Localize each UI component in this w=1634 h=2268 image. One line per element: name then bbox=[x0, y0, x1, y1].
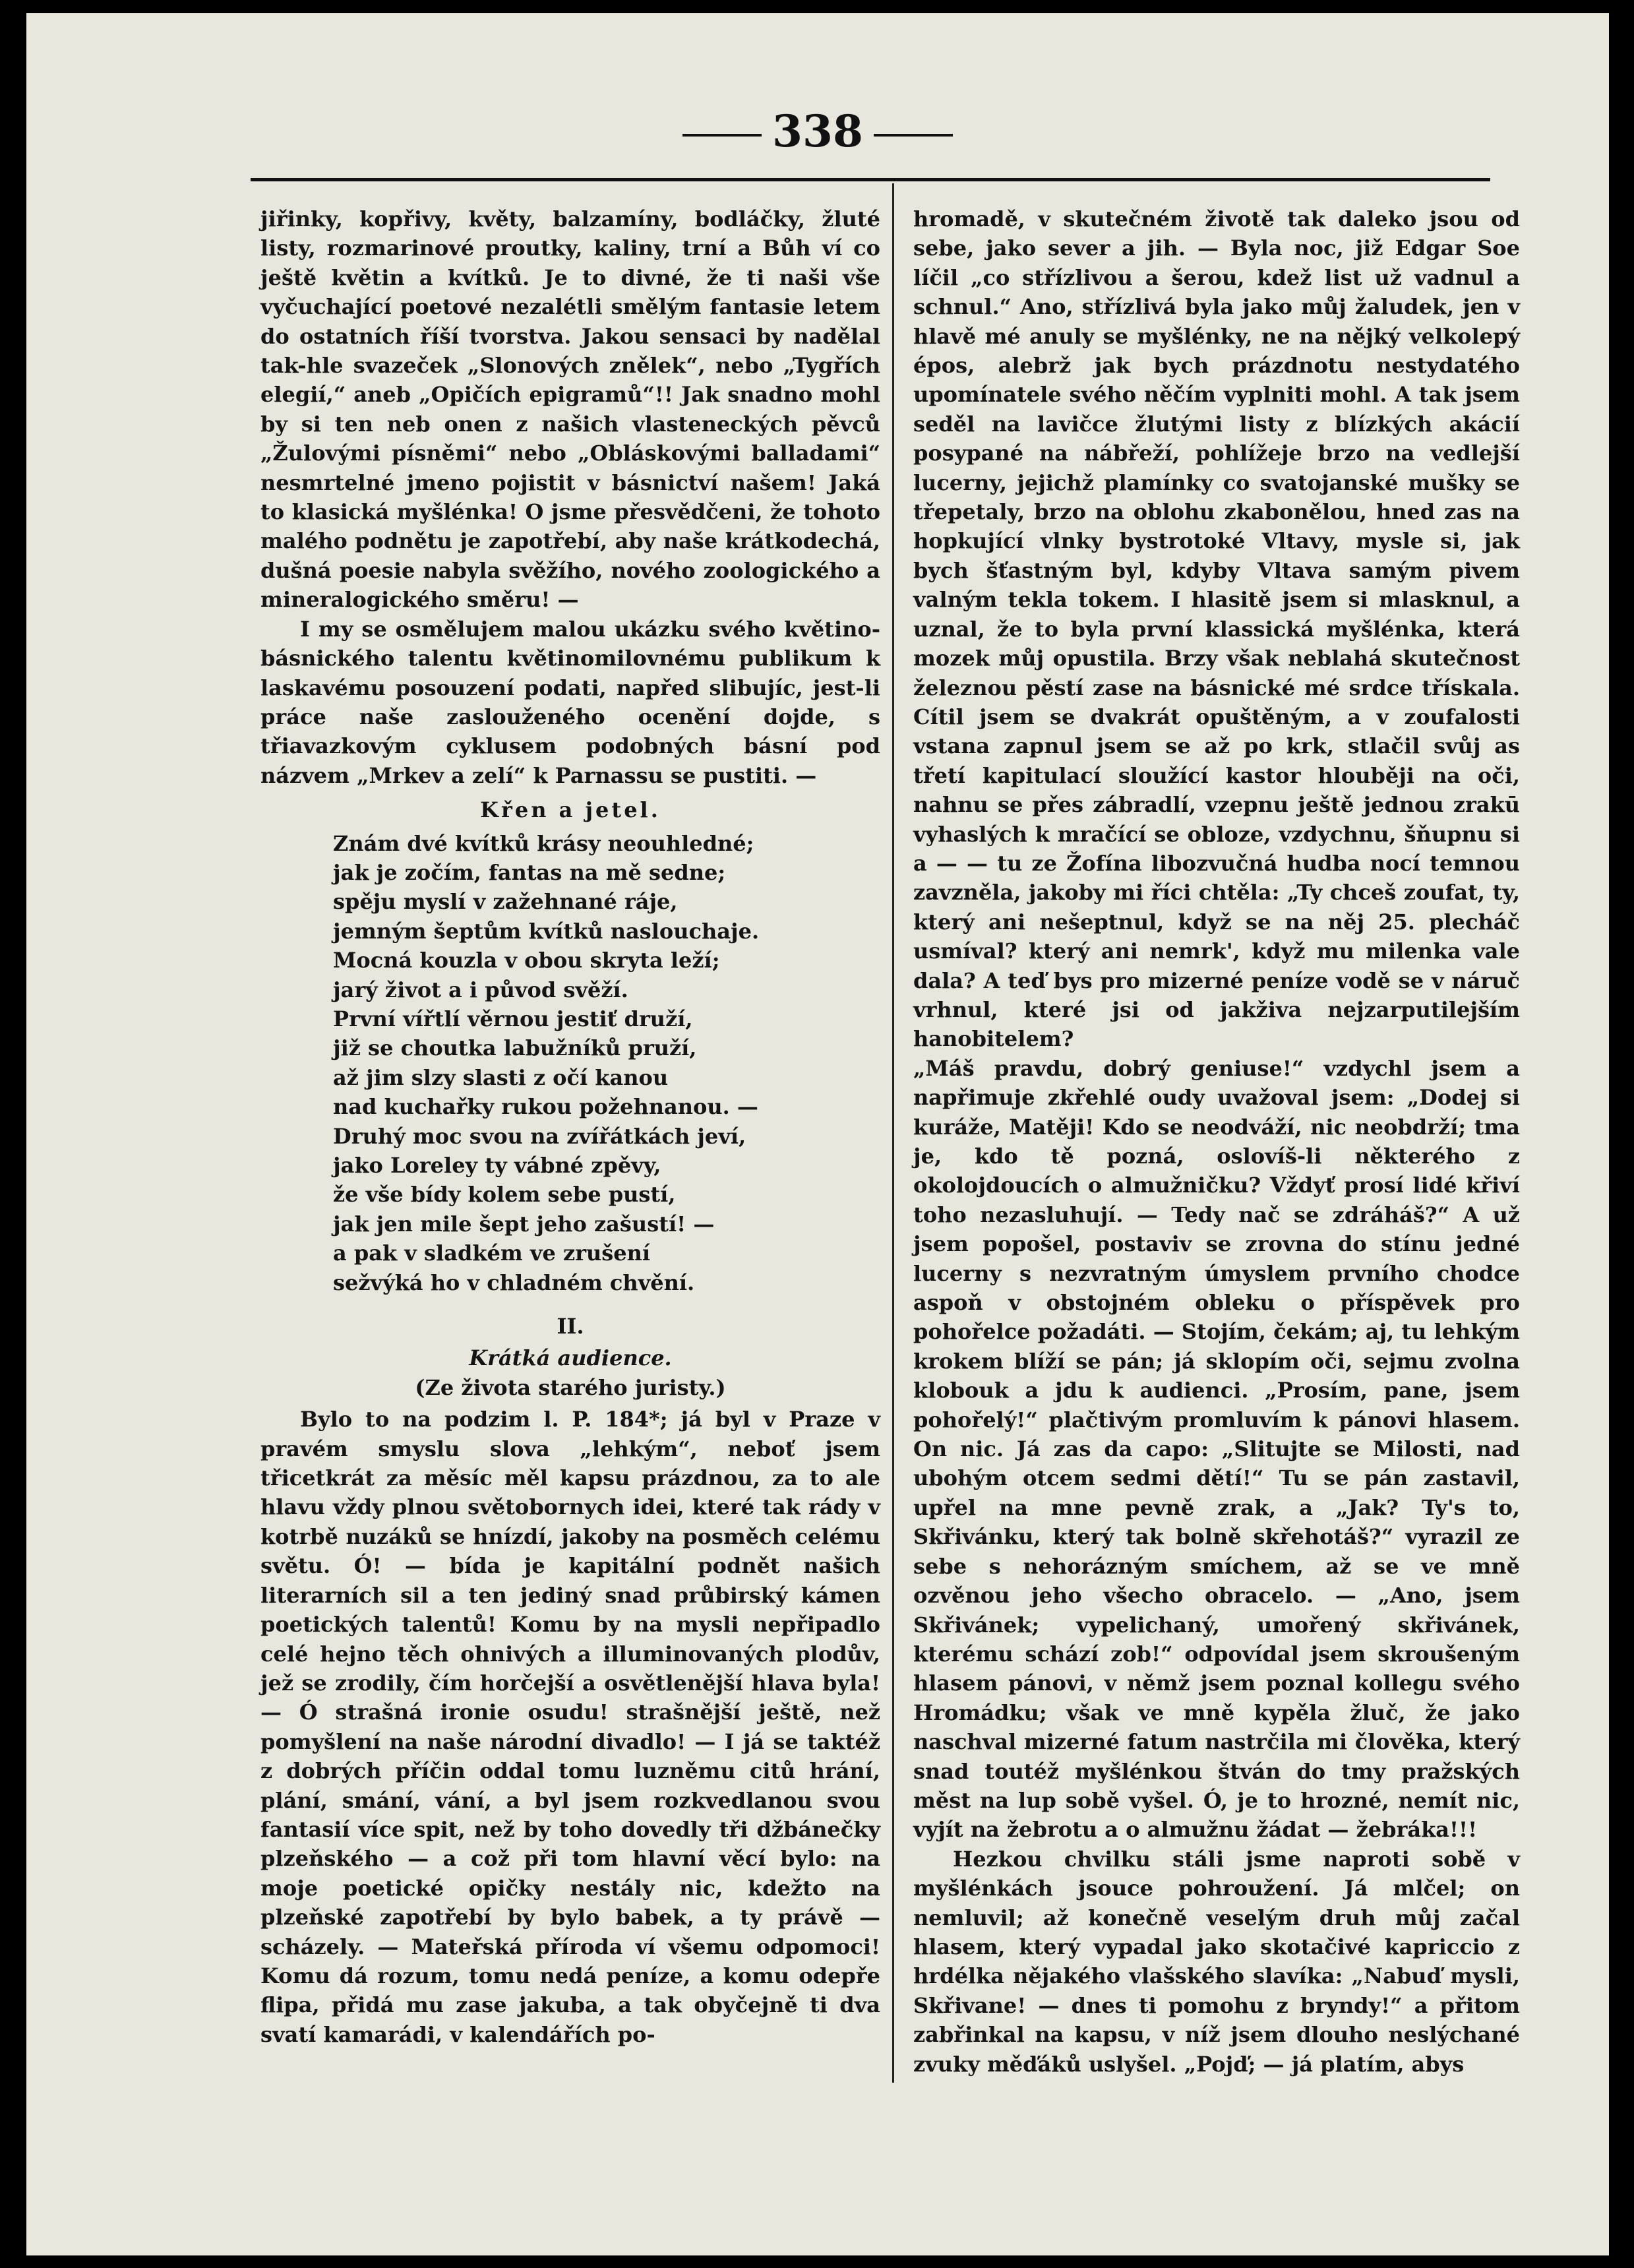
column-separator bbox=[892, 183, 894, 2083]
poem-line: Mocná kouzla v obou skryta leží; bbox=[333, 948, 720, 973]
poem-line: jako Loreley ty vábné zpěvy, bbox=[333, 1153, 661, 1178]
left-paragraph-2: I my se osmělujem malou ukázku svého květino-básnického talentu květinomilovnému publikum k laskavému posouzení podati, napřed slibujíc, jest-li práce naše zaslouženého ocenění dojde, s třiavazkovým cyklusem podobných básní pod názvem „Mrkev a zelí“ k Parnassu se pustiti. — bbox=[260, 616, 880, 788]
page-header bbox=[26, 106, 1609, 157]
page-number: 338 bbox=[772, 106, 863, 157]
header-rule bbox=[251, 178, 1490, 181]
header-dash-right bbox=[874, 134, 953, 137]
header-dash-left bbox=[682, 134, 762, 137]
poem-line: a pak v sladkém ve zrušení bbox=[333, 1241, 651, 1266]
section-title: Krátká audience. bbox=[469, 1345, 672, 1371]
poem-line: jemným šeptům kvítků naslouchaje. bbox=[333, 918, 760, 944]
poem-line: jarý život a i původ svěží. bbox=[333, 977, 628, 1002]
poem-line: již se choutka labužníků pruží, bbox=[333, 1035, 697, 1061]
left-intro-paragraph: jiřinky, kopřivy, květy, balzamíny, bodláčky, žluté listy, rozmarinové proutky, kaliny, trní a Bůh ví co ještě květin a kvítků. Je to divné, že ti naši vše vyčuchající poetové nezalétli smělým fantasie letem do ostatních říší tvorstva. Jakou sensaci by nadělal tak-hle svazeček „Slonových znělek“, nebo „Tygřích elegií,“ aneb „Opičích epigramů“!! Jak snadno mohl by si ten neb onen z našich vlasteneckých pěvců „Žulovými písněmi“ nebo „Obláskovými balladami“ nesmrtelné jmeno pojistit v básnictví našem! Jaká to klasická myšlénka! O jsme přesvědčeni, že tohoto malého podnětu je zapotřebí, aby naše krátkodechá, dušná poesie nabyla svěžího, nového zoologického a mineralogického směru! — bbox=[260, 206, 880, 613]
story-paragraph: Bylo to na podzim l. P. 184*; já byl v Praze v pravém smyslu slova „lehkým“, neboť jsem třicetkrát za měsíc měl kapsu prázdnou, za to ale hlavu vždy plnou světobornych idei, které tak rády v kotrbě nuzáků se hnízdí, jakoby na posměch celému světu. Ó! — bída je kapitální podnět našich literarních sil a ten jediný snad průbirský kámen poetických talentů! Komu by na mysli nepřipadlo celé hejno těch ohnivých a illuminovaných plodův, jež se zrodily, čím horčejší a osvětlenější hlava byla! — Ó strašná ironie osudu! strašnější ještě, než pomyšlení na naše národní divadlo! — I já se taktéž z dobrých příčin oddal tomu luzněmu citů hrání, plání, smání, vání, a byl jsem rozkvedlanou svou fantasií více spit, než by toho dovedly tři džbánečky plzeňského — a což při tom hlavní věcí bylo: na moje poetické opičky nestály nic, kdežto na plzeňské zapotřebí by bylo babek, a ty právě — scházely. — Mateřská příroda ví všemu odpomoci! Komu dá rozum, tomu nedá peníze, a komu odepře flipa, přidá mu zase jakuba, a tak obyčejně ti dva svatí kamarádi, v kalendářích po- bbox=[260, 1407, 880, 2047]
poem-line: jak jen mile šept jeho zašustí! — bbox=[333, 1211, 715, 1237]
poem-title: Křen a jetel. bbox=[480, 797, 661, 823]
poem-line: Druhý moc svou na zvířátkách jeví, bbox=[333, 1123, 746, 1149]
poem-line: nad kuchařky rukou požehnanou. — bbox=[333, 1094, 758, 1120]
page bbox=[26, 13, 1609, 2255]
poem-line: že vše bídy kolem sebe pustí, bbox=[333, 1182, 676, 1208]
poem-line: spěju myslí v zažehnané ráje, bbox=[333, 889, 678, 915]
poem-line: Znám dvé kvítků krásy neouhledné; bbox=[333, 830, 754, 856]
section-number: II. bbox=[557, 1314, 584, 1339]
section-subtitle: (Ze života starého juristy.) bbox=[415, 1374, 726, 1400]
poem-line: První vířtlí věrnou jestiť druží, bbox=[333, 1006, 693, 1031]
poem-line: jak je zočím, fantas na mě sedne; bbox=[333, 859, 726, 885]
right-paragraph-1b: „Máš pravdu, dobrý geniuse!“ vzdychl jsem a napřimuje zkřehlé oudy uvažoval jsem: „Dodej si kuráže, Matěji! Kdo se neodváží, nic neobdrží; tma je, kdo tě pozná, oslovíš-li některého z okolojdoucích o almužničku? Vždyť prosí lidé křiví toho nezasluhují. — Tedy nač se zdráháš?“ A už jsem popošel, postaviv se zrovna do stínu jedné lucerny s nezvratným úmyslem prvního chodce aspoň v obstojném obleku o příspěvek pro pohořelce požadáti. — Stojím, čekám; aj, tu lehkým krokem blíží se pán; já sklopím oči, sejmu zvolna klobouk a jdu k audienci. „Prosím, pane, jsem pohořelý!“ plačtivým promluvím k pánovi hlasem. On nic. Já zas da capo: „Slitujte se Milosti, nad ubohým otcem sedmi dětí!“ Tu se pán zastavil, upřel na mne pevně zrak, a „Jak? Ty's to, Skřivánku, který tak bolně skřehotáš?“ vyrazil ze sebe s nehorázným smíchem, až se ve mně ozvěnou jeho všecho obracelo. — „Ano, jsem Skřivánek; vypelichaný, umořený skřivánek, kterému schází zob!“ odpovídal jsem skroušeným hlasem pánovi, v němž jsem poznal kollegu svého Hromádku; však ve mně kypěla žluč, že jako naschval mizerné fatum nastrčila mi člověka, který snad toutéž myšlénkou štván do tmy pražských měst na lup sobě vyšel. Ó, je to hrozné, nemít nic, vyjít na žebrotu a o almužnu žádat — žebráka!!! bbox=[913, 1055, 1520, 1843]
poem-line: sežvýká ho v chladném chvění. bbox=[333, 1270, 695, 1295]
right-paragraph-1: hromadě, v skutečném životě tak daleko jsou od sebe, jako sever a jih. — Byla noc, již Edgar Soe líčil „co střízlivou a šerou, kdež list už vadnul a schnul.“ Ano, střízlivá byla jako můj žaludek, jen v hlavě mé anuly se myšlénky, ne na nějký velkolepý épos, alebrž jak bych prázdnotu nestydatého upomínatele svého něčím vyplniti mohl. A tak jsem seděl na lavičce žlutými listy z blízkých akácií posypané na nábřeží, pohlížeje brzo na vedlejší lucerny, jejichž plamínky co svatojanské mušky se třepetaly, brzo na oblohu zkabonělou, hned zas na hopkující vlnky bystrotoké Vltavy, mysle si, jak bych šťastným byl, kdyby Vltava samým pivem valným tekla tokem. I hlasitě jsem si mlasknul, a uznal, že to byla první klassická myšlénka, která mozek můj opustila. Brzy však neblahá skutečnost železnou pěstí zase na básnické mé srdce třískala. Cítil jsem se dvakrát opuštěným, a v zoufalosti vstana zapnul jsem se až po krk, stlačil svůj as třetí kapitulací sloužící kastor hlouběji na oči, nahnu se přes zábradlí, vzepnu ještě jednou zrakū vyhaslých k mračící se obloze, vzdychnu, šňupnu si a — — tu ze Žofína libozvučná hudba nocí temnou zavzněla, jakoby mi říci chtěla: „Ty chceš zoufat, ty, který ani nešeptnul, když se na něj 25. plecháč usmíval? který ani nemrk', když mu milenka vale dala? A teď bys pro mizerné peníze vodě se v náruč vrhnul, které jsi od jakživa nejzarputilejším hanobitelem? bbox=[913, 206, 1520, 1052]
right-column bbox=[913, 204, 1520, 2079]
poem-line: až jim slzy slasti z očí kanou bbox=[333, 1064, 669, 1090]
poem bbox=[333, 829, 880, 1298]
right-paragraph-2: Hezkou chvilku stáli jsme naproti sobě v myšlénkách jsouce pohroužení. Já mlčel; on nemluvil; až konečně veselým druh můj začal hlasem, který vypadal jako skotačivé kapriccio z hrdélka nějakého vlašského slavíka: „Nabuď mysli, Skřivane! — dnes ti pomohu z bryndy!“ a přitom zabřinkal na kapsu, v níž jsem dlouho neslýchané zvuky měďáků uslyšel. „Pojď; — já platím, abys bbox=[913, 1846, 1520, 2077]
left-column bbox=[260, 204, 880, 2049]
